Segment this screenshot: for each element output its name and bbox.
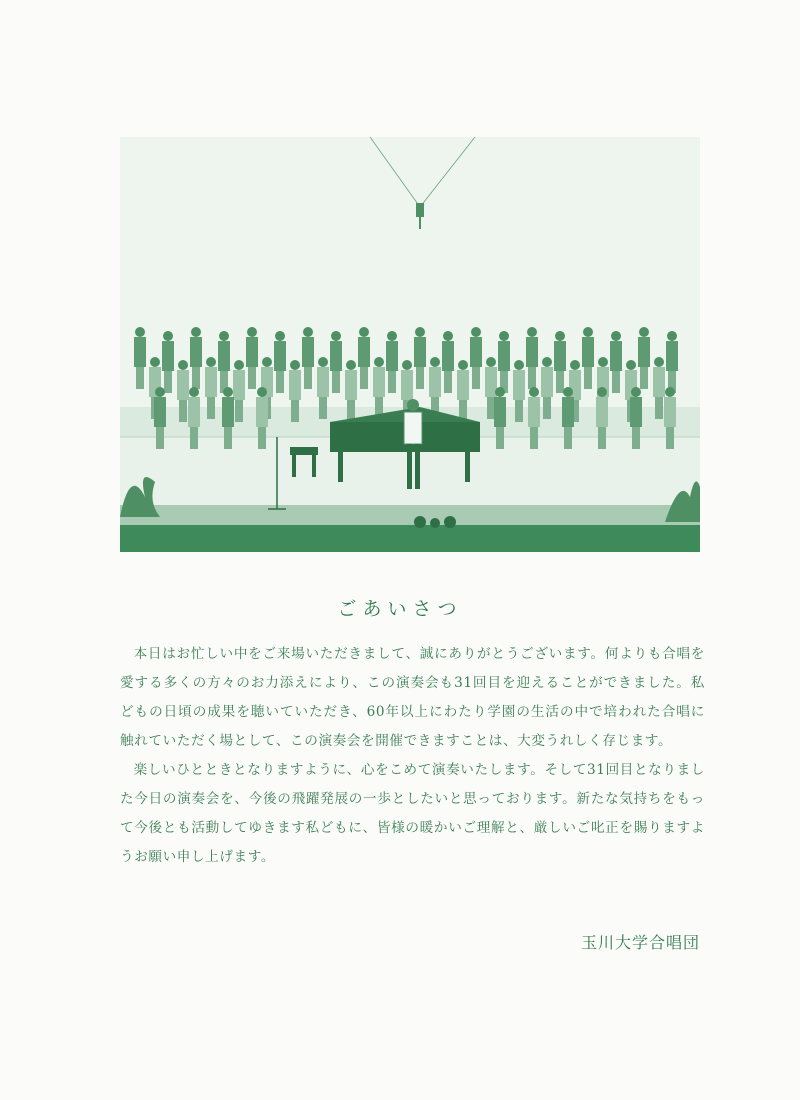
page-title: ごあいさつ <box>337 598 463 620</box>
greeting-text <box>120 640 705 872</box>
greeting-paragraph: 本日はお忙しい中をご来場いただきまして、誠にありがとうございます。何よりも合唱を愛する多くの方々のお力添えにより、この演奏会も31回目を迎えることができました。私どもの日頃の成果を聴いていただき、60年以上にわたり学園の生活の中で培われた合唱に触れていただく場として、この演奏会を開催できますことは、大変うれしく存じます。 <box>120 646 705 749</box>
greeting-paragraph: 楽しいひとときとなりますように、心をこめて演奏いたします。そして31回目となりました今日の演奏会を、今後の飛躍発展の一歩としたいと思っております。新たな気持ちをもって今後とも活動してゆきます私どもに、皆様の暖かいご理解と、厳しいご叱正を賜りますようお願い申し上げます。 <box>120 762 705 865</box>
choir-photo-illustration <box>120 137 700 552</box>
signature: 玉川大学合唱団 <box>580 933 700 952</box>
choir-stage-photo <box>120 137 700 552</box>
